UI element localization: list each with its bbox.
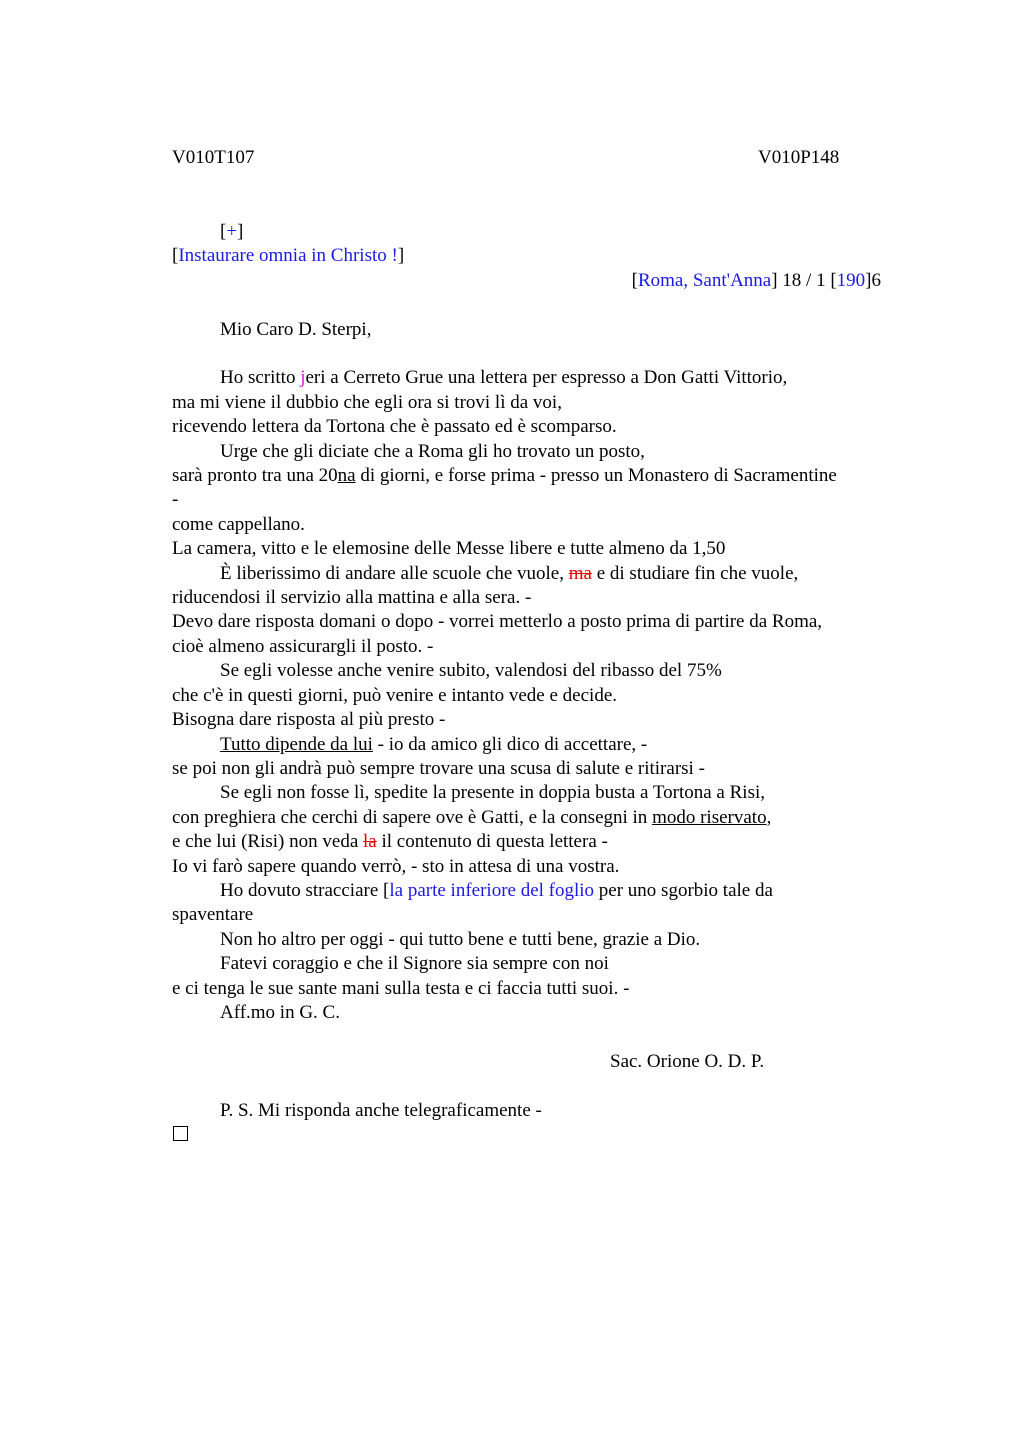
text-line: Bisogna dare risposta al più presto - [172, 709, 446, 731]
end-marker-line [172, 1123, 912, 1147]
salutation: Mio Caro D. Sterpi, [220, 318, 372, 340]
document-code-left: V010T107 [172, 147, 255, 168]
letter-body [172, 220, 912, 1147]
underlined-text: na [337, 465, 356, 487]
end-square-icon [173, 1126, 188, 1141]
text-line: Se egli volesse anche venire subito, valendosi del ribasso del 75% [220, 660, 722, 682]
text-line: La camera, vitto e le elemosine delle Messe libere e tutte almeno da 1,50 [172, 538, 726, 560]
text-line: - [172, 489, 179, 511]
text-line: È liberissimo di andare alle scuole che vuole, ma e di studiare fin che vuole, [220, 562, 799, 584]
text-line: Ho scritto jeri a Cerreto Grue una lettera per espresso a Don Gatti Vittorio, [220, 367, 788, 389]
text-line: se poi non gli andrà può sempre trovare una scusa di salute e ritirarsi - [172, 757, 705, 779]
text-line: spaventare [172, 904, 254, 926]
closing: Aff.mo in G. C. [220, 1001, 340, 1023]
text-line: Fatevi coraggio e che il Signore sia sempre con noi [220, 953, 609, 975]
text-line: Devo dare risposta domani o dopo - vorrei metterlo a posto prima di partire da Roma, [172, 611, 823, 633]
text-line: riducendosi il servizio alla mattina e alla sera. - [172, 587, 532, 609]
text-line: come cappellano. [172, 513, 305, 535]
motto-line: [Instaurare omnia in Christo !] [172, 245, 405, 267]
underlined-text: Tutto dipende da lui [220, 733, 373, 755]
text-line: Io vi farò sapere quando verrò, - sto in attesa di una vostra. [172, 855, 620, 877]
text-line: Tutto dipende da lui - io da amico gli dico di accettare, - [220, 733, 648, 755]
postscript: P. S. Mi risponda anche telegraficamente - [220, 1099, 542, 1121]
place-date-line: [Roma, Sant'Anna] 18 / 1 [190]6 [631, 269, 881, 291]
text-line: con preghiera che cerchi di sapere ove è Gatti, e la consegni in modo riservato, [172, 806, 772, 828]
text-line: che c'è in questi giorni, può venire e intanto vede e decide. [172, 684, 618, 706]
document-code-right: V010P148 [758, 147, 840, 168]
editorial-note: la parte inferiore del foglio [389, 879, 595, 901]
text-line: Urge che gli diciate che a Roma gli ho trovato un posto, [220, 440, 645, 462]
text-line: sarà pronto tra una 20na di giorni, e forse prima - presso un Monastero di Sacramentine [172, 465, 837, 487]
text-line: Se egli non fosse lì, spedite la presente in doppia busta a Tortona a Risi, [220, 782, 765, 804]
text-line: ma mi viene il dubbio che egli ora si trovi lì da voi, [172, 391, 562, 413]
year-supplied: 190 [836, 269, 866, 291]
text-line: Ho dovuto stracciare [la parte inferiore del foglio per uno sgorbio tale da [220, 879, 773, 901]
cross-symbol: + [226, 221, 238, 242]
text-line: cioè almeno assicurargli il posto. - [172, 635, 434, 657]
signature: Sac. Orione O. D. P. [610, 1050, 765, 1072]
correction-mark: j [300, 367, 306, 389]
text-line: ricevendo lettera da Tortona che è passato ed è scomparso. [172, 416, 617, 438]
underlined-text: modo riservato [652, 806, 767, 828]
text-line: e ci tenga le sue sante mani sulla testa e ci faccia tutti suoi. - [172, 977, 630, 999]
deleted-text: la [363, 831, 377, 853]
deleted-text: ma [568, 562, 592, 584]
text-line: Non ho altro per oggi - qui tutto bene e tutti bene, grazie a Dio. [220, 928, 701, 950]
cross-line: [+] [220, 221, 244, 242]
motto-text: Instaurare omnia in Christo ! [178, 245, 398, 267]
text-line: e che lui (Risi) non veda la il contenuto di questa lettera - [172, 831, 608, 853]
place-text: Roma, Sant'Anna [637, 269, 772, 291]
